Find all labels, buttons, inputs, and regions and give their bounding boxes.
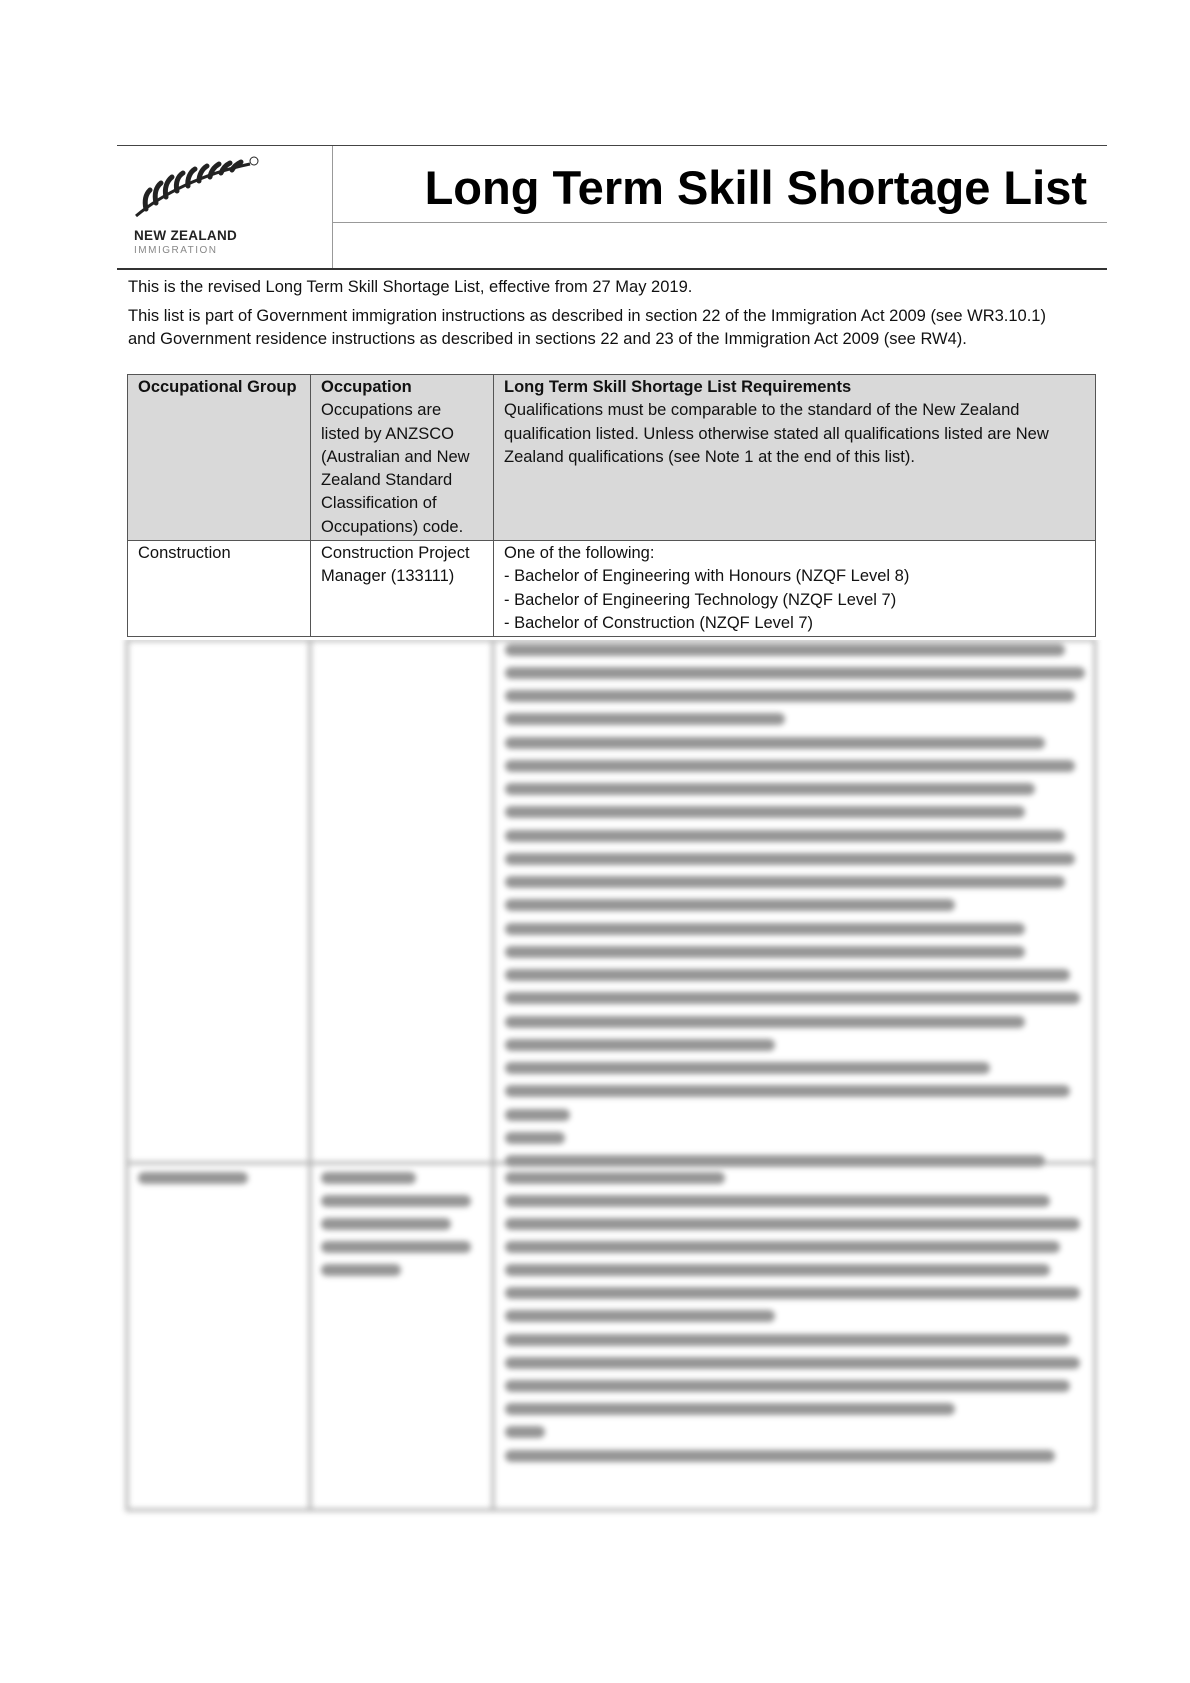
- table-header-row: [128, 375, 1096, 541]
- brand-subtitle: IMMIGRATION: [134, 245, 218, 256]
- requirement-line: - Bachelor of Engineering with Honours (NZQF Level 8): [504, 567, 910, 586]
- cell-group: Construction: [128, 541, 311, 637]
- title-cell: [333, 146, 1107, 223]
- logo-cell: [117, 146, 333, 268]
- intro-paragraph-1: This is the revised Long Term Skill Shortage List, effective from 27 May 2019.: [128, 278, 693, 296]
- brand-name: NEW ZEALAND: [134, 228, 238, 243]
- cell-requirements: [494, 541, 1096, 637]
- header-requirements-title: Long Term Skill Shortage List Requirements: [504, 378, 852, 396]
- page-title: Long Term Skill Shortage List: [424, 161, 1087, 214]
- requirement-line: One of the following:: [504, 544, 655, 563]
- header-group-title: Occupational Group: [138, 378, 297, 396]
- header-occupation-title: Occupation: [321, 378, 412, 396]
- header-occupational-group: [128, 375, 311, 541]
- blurred-table-region: [118, 640, 1108, 1520]
- cell-occupation: Construction Project Manager (133111): [311, 541, 494, 637]
- fern-logo-icon: [132, 154, 262, 226]
- header-occupation: [311, 375, 494, 541]
- header-requirements: [494, 375, 1096, 541]
- document-header: [117, 145, 1107, 270]
- header-requirements-note: Qualifications must be comparable to the standard of the New Zealand qualification listed. Unless otherwise stated all qualifications listed are New Zealand qualifications (see Note 1 at the end of this list).: [504, 401, 1049, 466]
- requirement-line: - Bachelor of Construction (NZQF Level 7): [504, 613, 814, 632]
- table-row: [128, 541, 1096, 637]
- intro-paragraph-2: This list is part of Government immigration instructions as described in section 22 of the Immigration Act 2009 (see WR3.10.1) and Government residence instructions as described in sections 22 and 23 of the Immigration Act 2009 (see RW4).: [128, 307, 1046, 348]
- skill-shortage-table: [127, 374, 1096, 637]
- header-occupation-note: Occupations are listed by ANZSCO (Australian and New Zealand Standard Classification of Occupations) code.: [321, 401, 470, 536]
- requirement-line: - Bachelor of Engineering Technology (NZQF Level 7): [504, 590, 897, 609]
